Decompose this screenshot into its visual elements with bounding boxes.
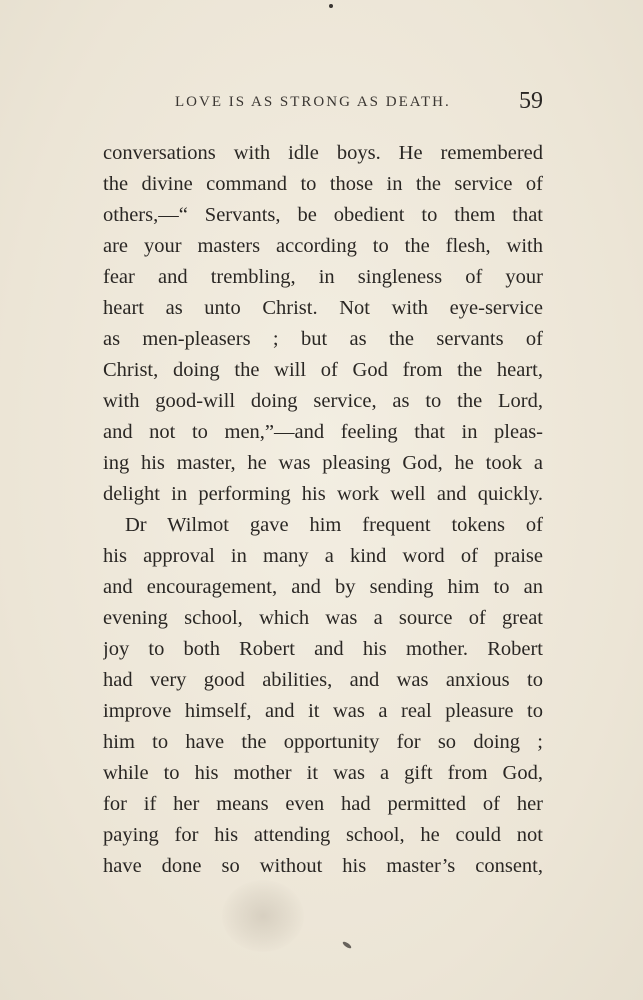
ink-speck (329, 4, 333, 8)
page-number: 59 (519, 88, 543, 114)
text-line: conversations with idle boys. He remembered (103, 142, 543, 164)
text-line: the divine command to those in the service of (103, 173, 543, 195)
text-line: have done so without his master’s consent, (103, 855, 543, 877)
text-line: others,—“ Servants, be obedient to them that (103, 204, 543, 226)
text-line: ing his master, he was pleasing God, he took a (103, 452, 543, 474)
text-line: and not to men,”—and feeling that in pleas- (103, 421, 543, 443)
text-line: his approval in many a kind word of praise (103, 545, 543, 567)
paragraph-first-line: Dr Wilmot gave him frequent tokens of (125, 514, 543, 536)
text-line: him to have the opportunity for so doing ; (103, 731, 543, 753)
text-line: paying for his attending school, he could not (103, 824, 543, 846)
text-line: fear and trembling, in singleness of your (103, 266, 543, 288)
text-line: Christ, doing the will of God from the heart, (103, 359, 543, 381)
running-head: LOVE IS AS STRONG AS DEATH. (175, 94, 451, 110)
text-line: as men-pleasers ; but as the servants of (103, 328, 543, 350)
ink-speck (342, 940, 352, 949)
text-line: with good-will doing service, as to the Lord, (103, 390, 543, 412)
page-header (103, 88, 543, 120)
text-line: are your masters according to the flesh, with (103, 235, 543, 257)
text-line: joy to both Robert and his mother. Robert (103, 638, 543, 660)
paper-stain (222, 880, 304, 952)
text-line: improve himself, and it was a real pleasure to (103, 700, 543, 722)
body-text (103, 138, 543, 882)
text-line: had very good abilities, and was anxious to (103, 669, 543, 691)
text-line: delight in performing his work well and quickly. (103, 483, 543, 505)
text-line: heart as unto Christ. Not with eye-service (103, 297, 543, 319)
text-line: while to his mother it was a gift from God, (103, 762, 543, 784)
text-line: evening school, which was a source of great (103, 607, 543, 629)
text-line: for if her means even had permitted of her (103, 793, 543, 815)
text-line: and encouragement, and by sending him to an (103, 576, 543, 598)
